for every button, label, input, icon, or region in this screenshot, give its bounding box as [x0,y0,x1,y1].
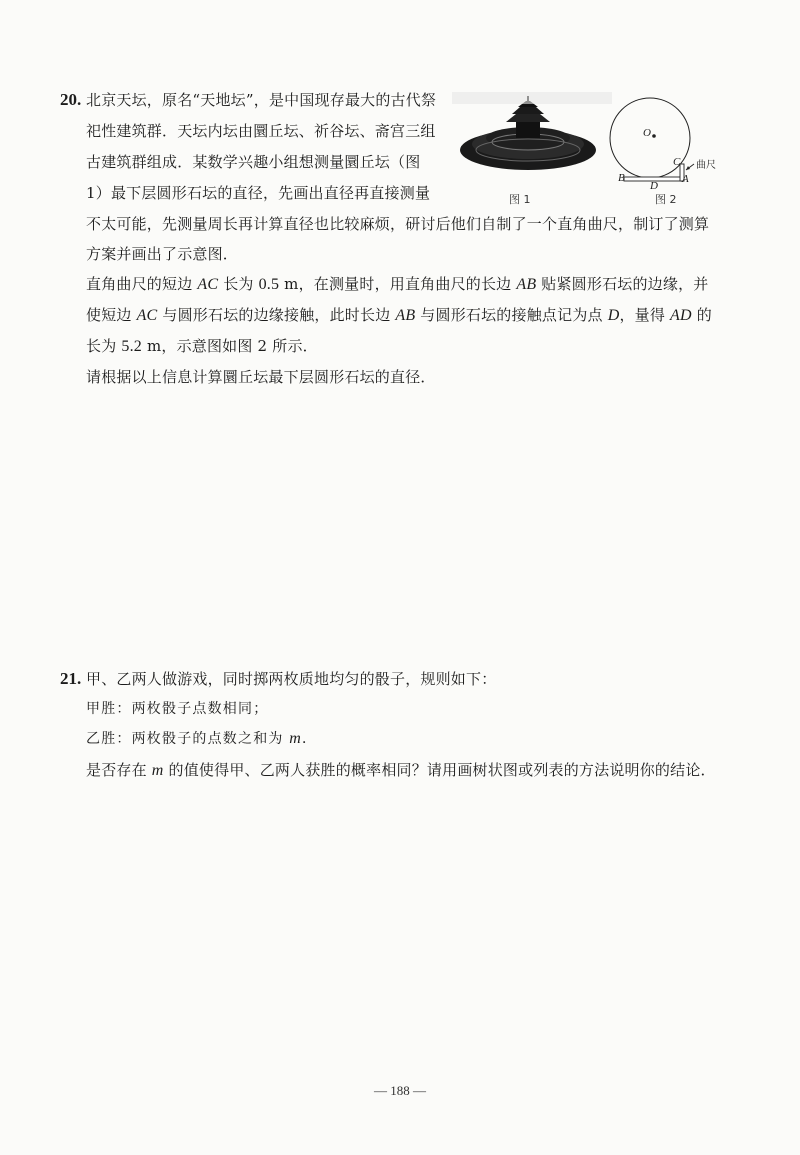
q20-line-3: 古建筑群组成．某数学兴趣小组想测量圜丘坛（图 [86,153,421,171]
temple-roof-lower [506,114,550,122]
center-point-O [652,134,656,138]
q21-rule-1: 甲胜：两枚骰子点数相同； [86,701,269,717]
q20-para2-line-3: 长为 5.2 m，示意图如图 2 所示． [86,337,318,355]
photo-haze [452,92,612,104]
q20-line-5: 不太可能，先测量周长再计算直径也比较麻烦，研讨后他们自制了一个直角曲尺，制订了测算 [86,215,710,233]
question-20-number: 20. [60,90,82,109]
figure-1-caption: 图 1 [509,193,531,206]
q20-line-6: 方案并画出了示意图． [86,245,239,263]
q21-ask: 是否存在 m 的值使得甲、乙两人获胜的概率相同？请用画树状图或列表的方法说明你的结论． [86,761,716,779]
label-B: B [618,172,625,184]
q20-para2-line-2: 使短边 AC 与圆形石坛的边缘接触，此时长边 AB 与圆形石坛的接触点记为点 D，量得 AD 的 [86,306,712,324]
figure-2-caption: 图 2 [655,193,677,206]
label-C: C [673,156,681,168]
q21-rule-2: 乙胜：两枚骰子的点数之和为 m． [86,730,318,747]
figure-1-temple-image [452,92,612,182]
label-A: A [682,173,689,185]
q20-line-4: 1）最下层圆形石坛的直径，先画出直径再直接测量 [86,184,431,202]
q21-intro: 甲、乙两人做游戏，同时掷两枚质地均匀的骰子，规则如下： [86,670,497,688]
q20-para2-line-1: 直角曲尺的短边 AC 长为 0.5 m，在测量时，用直角曲尺的长边 AB 贴紧圆形石坛的边缘，并 [86,275,709,293]
q20-ask: 请根据以上信息计算圜丘坛最下层圆形石坛的直径． [86,368,436,386]
figure-2-diagram [608,90,728,194]
page-number: — 188 — [374,1083,426,1098]
label-O: O [643,127,651,139]
question-21-number: 21. [60,669,82,688]
label-D: D [650,180,658,192]
label-ruler: 曲尺 [696,160,716,171]
q20-line-2: 祀性建筑群．天坛内坛由圜丘坛、祈谷坛、斋宫三组 [86,122,436,140]
q20-line-1: 北京天坛，原名“天地坛”，是中国现存最大的古代祭 [86,91,437,109]
temple-roof-middle [512,107,544,114]
